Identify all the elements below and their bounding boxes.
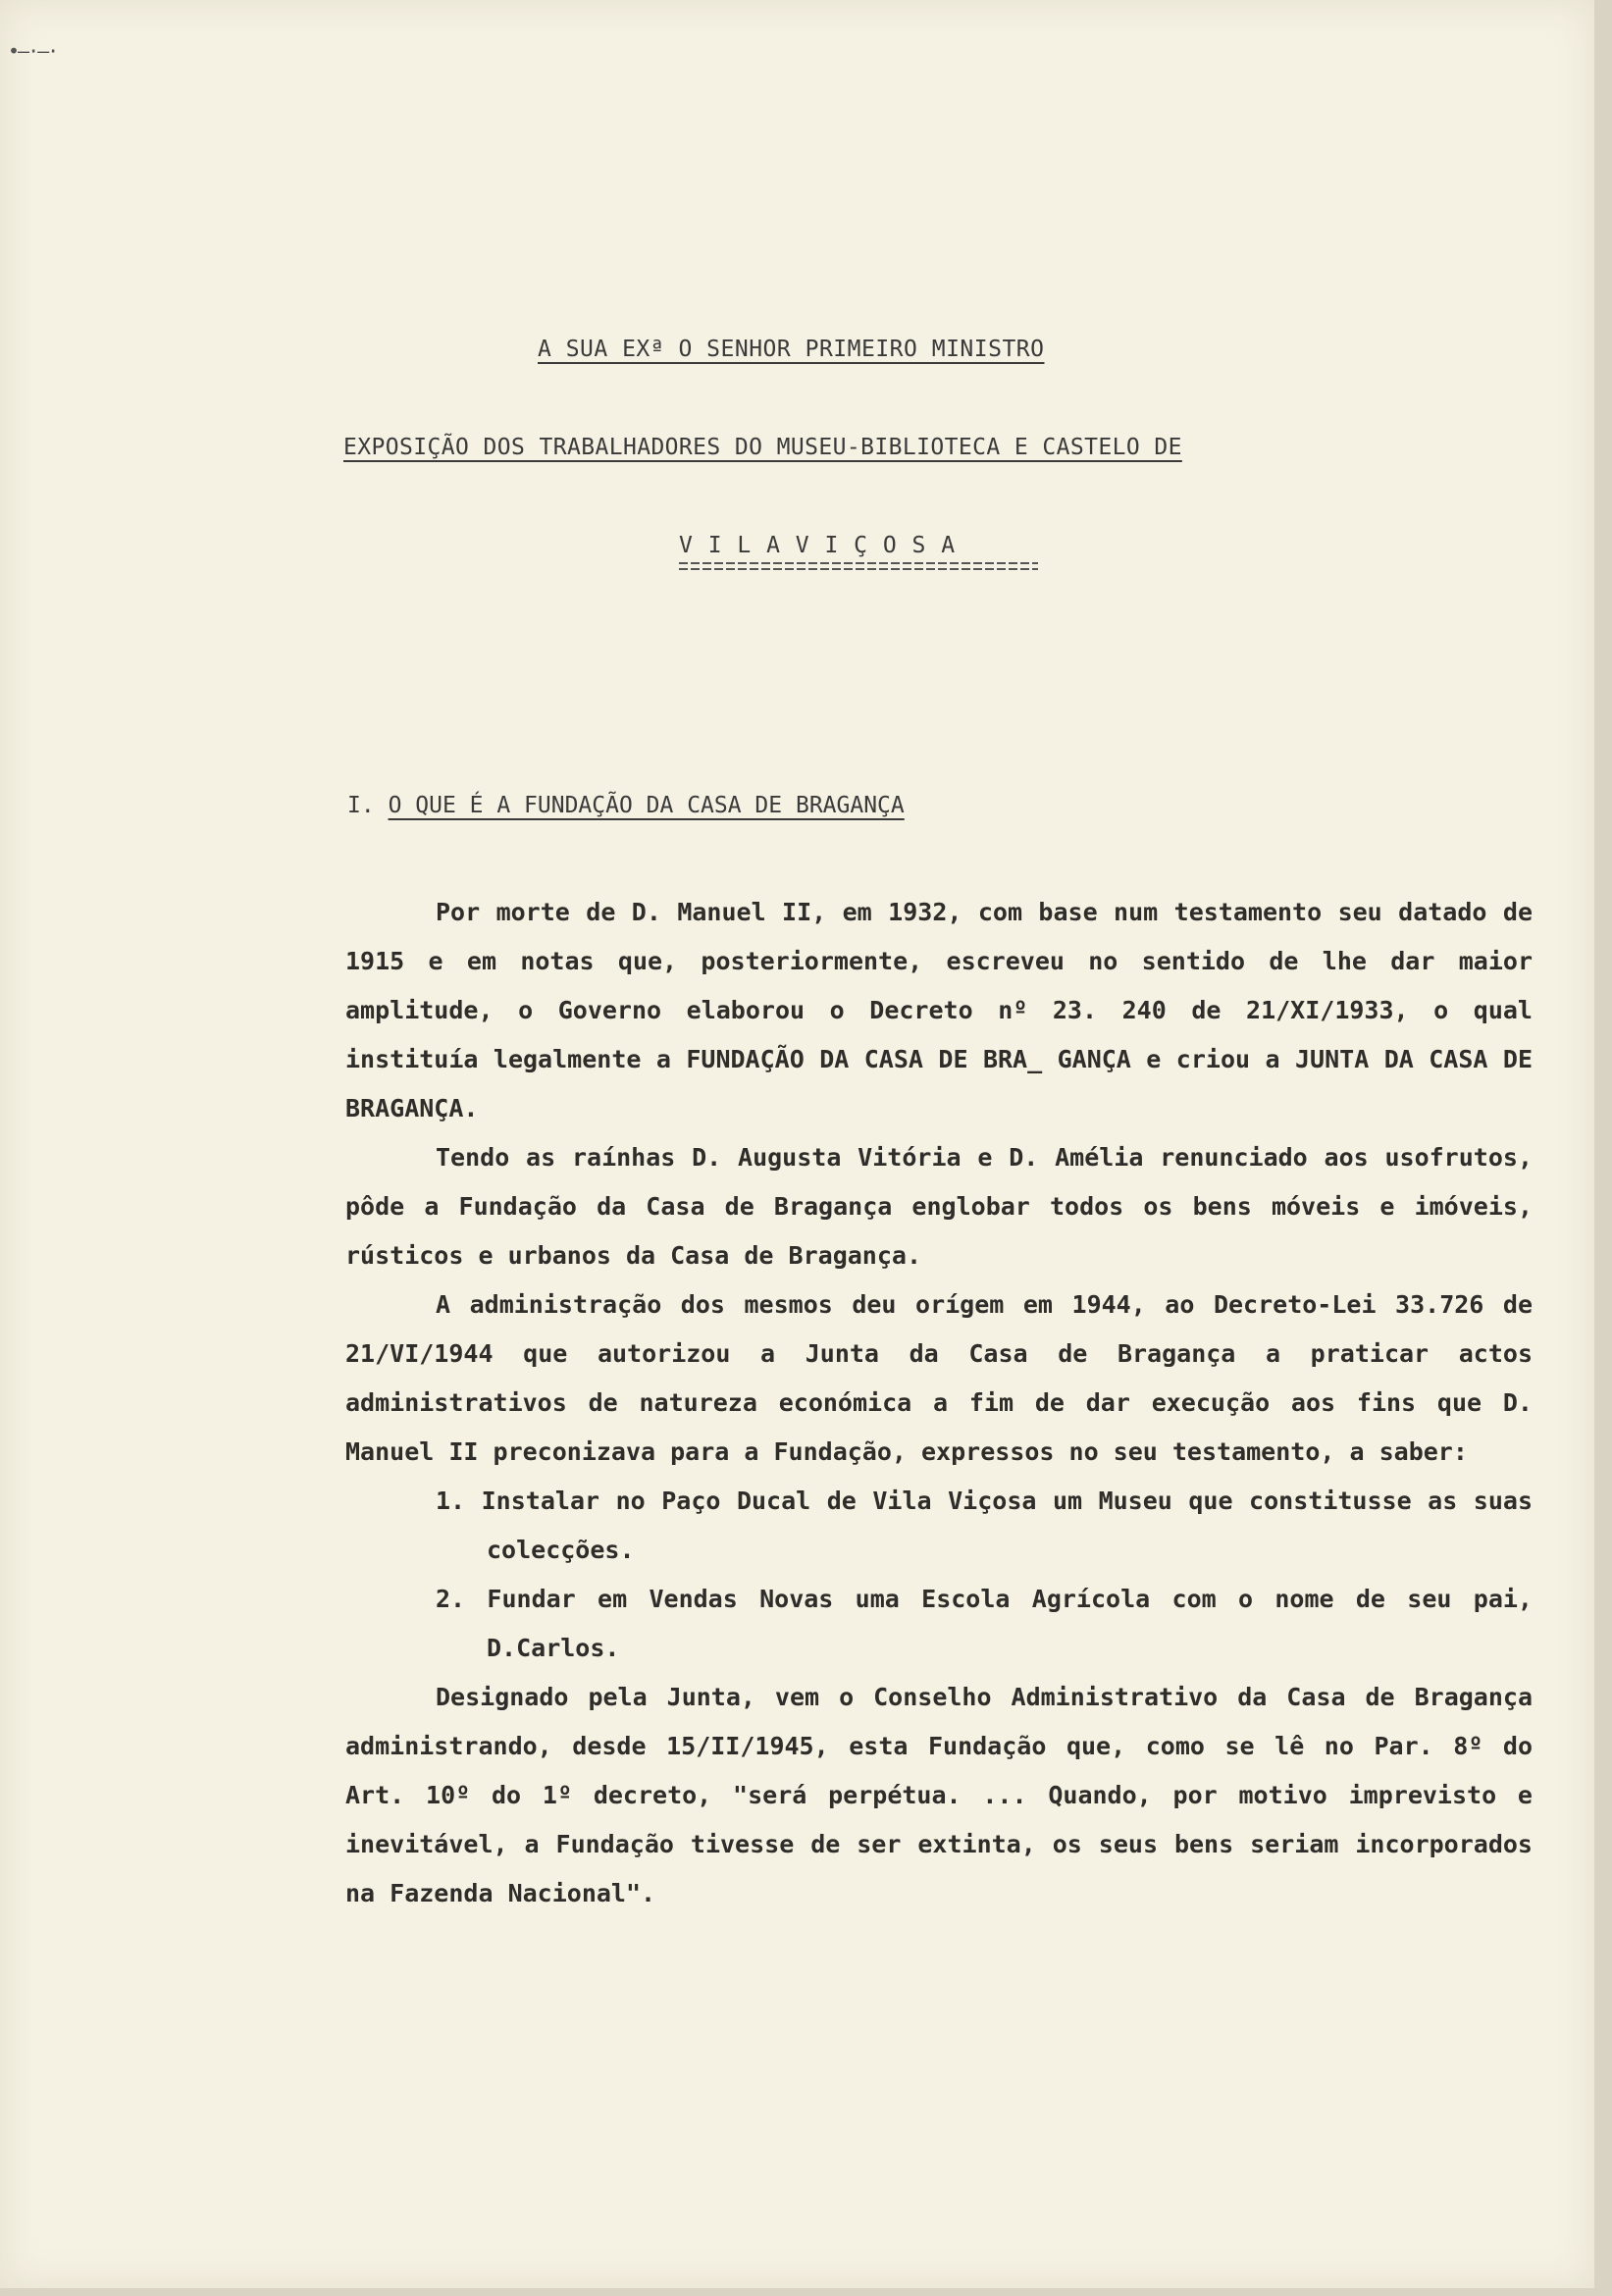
subject-heading: EXPOSIÇÃO DOS TRABALHADORES DO MUSEU-BIBLIOTECA E CASTELO DE: [343, 435, 1182, 460]
section-number: I.: [347, 793, 375, 818]
paragraph-1: Por morte de D. Manuel II, em 1932, com base num testamento seu datado de 1915 e em notas que, posteriormente, escreveu no sentido de lhe dar maior amplitude, o Governo elaborou o Decreto nº 23. 240 de 21/XI/1933, o qual instituía legalmente a FUNDAÇÃO DA CASA DE BRA_ GANÇA e criou a JUNTA DA CASA DE BRAGANÇA.: [345, 898, 1533, 1122]
list-item-2: 2. Fundar em Vendas Novas uma Escola Agrícola com o nome de seu pai, D.Carlos.: [436, 1585, 1533, 1662]
addressee-heading: A SUA EXª O SENHOR PRIMEIRO MINISTRO: [538, 337, 1045, 362]
list-item-1: 1. Instalar no Paço Ducal de Vila Viçosa um Museu que constitusse as suas colecções.: [436, 1487, 1533, 1564]
corner-ink-mark: •—·—·: [8, 39, 58, 63]
section-title: [347, 793, 905, 818]
paragraph-3: A administração dos mesmos deu orígem em 1944, ao Decreto-Lei 33.726 de 21/VI/1944 que autorizou a Junta da Casa de Bragança a praticar actos administrativos de natureza económica a fim de dar execução aos fins que D. Manuel II preconizava para a Fundação, expressos no seu testamento, a saber:: [345, 1290, 1533, 1466]
place-heading: V I L A V I Ç O S A: [679, 533, 957, 558]
double-underline-rule: [679, 560, 1038, 574]
paragraph-2: Tendo as raínhas D. Augusta Vitória e D. Amélia renunciado aos usofrutos, pôde a Fundação da Casa de Bragança englobar todos os bens móveis e imóveis, rústicos e urbanos da Casa de Bragança.: [345, 1143, 1533, 1270]
paragraph-4: Designado pela Junta, vem o Conselho Administrativo da Casa de Bragança administrando, desde 15/II/1945, esta Fundação que, como se lê no Par. 8º do Art. 10º do 1º decreto, "será perpétua. ... Quando, por motivo imprevisto e inevitável, a Fundação tivesse de ser extinta, os seus bens seriam incorporados na Fazenda Nacional".: [345, 1683, 1533, 1907]
body-text: [345, 888, 1533, 1918]
section-label: O QUE É A FUNDAÇÃO DA CASA DE BRAGANÇA: [388, 793, 905, 818]
